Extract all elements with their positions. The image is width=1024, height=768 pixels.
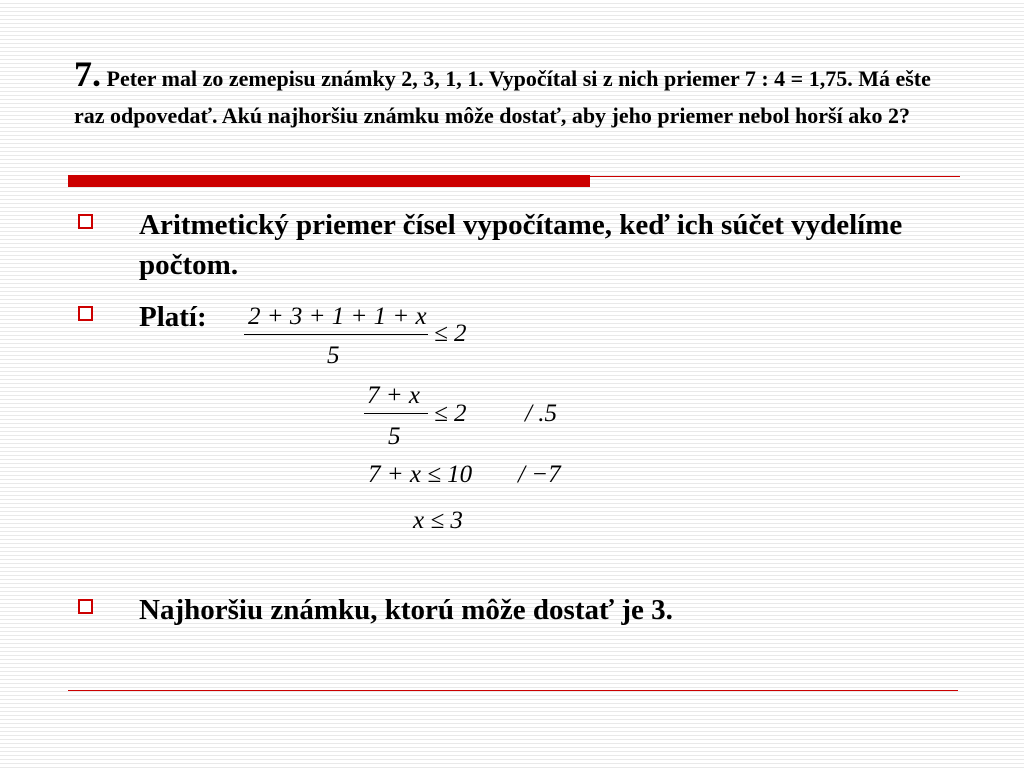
- eq1-denominator: 5: [327, 342, 340, 369]
- eq2-rhs: ≤ 2: [434, 400, 467, 427]
- title-underline-thin: [590, 176, 960, 177]
- eq2-fraction-bar: [364, 413, 428, 414]
- footer-divider: [68, 690, 958, 691]
- eq3-operation: / −7: [518, 461, 561, 488]
- bullet-text-definition: Aritmetický priemer čísel vypočítame, keď ich súčet vydelíme počtom.: [139, 209, 903, 281]
- bullet-text-plati: Platí:: [139, 301, 207, 333]
- eq4-expression: x ≤ 3: [413, 507, 463, 534]
- problem-number: 7.: [74, 54, 101, 94]
- eq2-operation: / .5: [525, 400, 557, 427]
- eq1-numerator: 2 + 3 + 1 + 1 + x: [248, 303, 427, 330]
- eq2-denominator: 5: [388, 423, 401, 450]
- eq2-numerator: 7 + x: [367, 382, 420, 409]
- eq1-fraction-bar: [244, 334, 428, 335]
- square-bullet-icon: [78, 599, 93, 614]
- square-bullet-icon: [78, 306, 93, 321]
- problem-text: Peter mal zo zemepisu známky 2, 3, 1, 1. Vypočítal si z nich priemer 7 : 4 = 1,75. Má ešte raz odpovedať. Akú najhoršiu známku môže dostať, aby jeho priemer nebol horší ako 2?: [74, 66, 931, 128]
- eq3-expression: 7 + x ≤ 10: [368, 461, 473, 488]
- title-underline-thick: [68, 175, 590, 187]
- slide-title: [74, 56, 954, 134]
- square-bullet-icon: [78, 214, 93, 229]
- bullet-text-answer: Najhoršiu známku, ktorú môže dostať je 3.: [139, 594, 673, 626]
- eq1-rhs: ≤ 2: [434, 320, 467, 347]
